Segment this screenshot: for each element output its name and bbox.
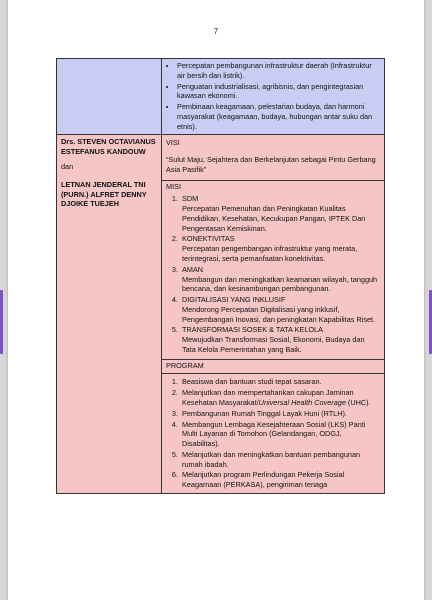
section-divider: [162, 373, 384, 374]
misi-item-title: 5. TRANSFORMASI SOSEK & TATA KELOLA: [182, 325, 323, 335]
list-item: [180, 194, 380, 233]
program-item-text: Melanjutkan dan mempertahankan cakupan Jaminan Kesehatan Masyarakat/: [182, 388, 354, 407]
misi-item-desc: Percepatan pengembangan infrastruktur yang merata, terintegrasi, serta pemanfaatan konektivitas.: [182, 244, 358, 264]
program-item-italic: Universal Health Coverage: [258, 397, 346, 407]
list-item: 4. Membangun Lembaga Kesejahteraan Sosial (LKS) Panti Multi Layanan di Tomohon (Gelandangan, ODGJ, Disabilitas).: [180, 420, 380, 449]
list-item: [180, 325, 380, 354]
candidate-vice-governor-name: LETNAN JENDERAL TNI (PURN.) ALFRET DENNY DJOIKE TUEJEH: [61, 180, 147, 209]
page-number: 7: [213, 27, 219, 36]
conjunction-text: dan: [61, 162, 74, 172]
priority-cell: [162, 59, 385, 135]
table-row: [57, 135, 385, 494]
misi-item-desc: Percepatan Pemenuhan dan Peningkatan Kualitas Pendidikan, Kesehatan, Kecukupan Pangan, IPTEK Dan Pengentasan Kemiskinan.: [182, 204, 366, 233]
list-item: 3. Pembangunan Rumah Tinggal Layak Huni (RTLH).: [180, 409, 380, 419]
empty-left-cell: [57, 59, 162, 135]
list-item: 1. Beasiswa dan bantuan studi tepat sasaran.: [180, 377, 380, 387]
list-item: [180, 234, 380, 263]
misi-item-title: 4. DIGITALISASI YANG INKLUSIF: [182, 295, 286, 305]
list-item: [180, 295, 380, 324]
list-item: 5. Melanjutkan dan meningkatkan bantuan pembangunan rumah ibadah.: [180, 450, 380, 470]
list-item: [180, 265, 380, 294]
visi-text: “Sulut Maju, Sejahtera dan Berkelanjutan sebagai Pintu Gerbang Asia Pasifik”: [166, 155, 376, 174]
candidate-table: [56, 58, 385, 494]
candidate-names-cell: [57, 135, 162, 494]
list-item: • Pembinaan keagamaan, pelestarian budaya, dan harmoni masyarakat (keagamaan, budaya, hubungan antar suku dan etnis).: [177, 102, 380, 131]
program-list: [166, 377, 380, 489]
list-item: • Percepatan pembangunan infrastruktur daerah (Infrastruktur air bersih dan listrik).: [177, 61, 380, 81]
program-item-text-after: (UHC).: [345, 397, 371, 407]
misi-heading: MISI: [166, 181, 181, 191]
misi-item-desc: Mendorong Percepatan Digitalisasi yang inklusif, Pengembangan Inovasi, dan peningkatan Kapabilitas Riset.: [182, 304, 376, 324]
misi-item-desc: Membangun dan meningkatkan keamanan wilayah, tangguh bencana, dan kesinambungan pembangunan.: [182, 274, 378, 294]
misi-item-title: 1. SDM: [182, 194, 199, 204]
program-heading: PROGRAM: [166, 360, 204, 370]
left-scroll-handle[interactable]: [0, 290, 3, 354]
visi-heading: VISI: [166, 138, 180, 148]
misi-item-desc: Mewujudkan Transformasi Sosial, Ekonomi, Budaya dan Tata Kelola Pemerintahan yang Baik.: [182, 335, 365, 354]
priority-list: [166, 61, 380, 131]
vision-mission-cell: [162, 135, 385, 494]
document-page: [8, 0, 424, 600]
table-row: [57, 59, 385, 135]
list-item: 6. Melanjutkan program Perlindungan Pekerja Sosial Keagamaan (PERKASA), pengiriman tenaga: [180, 470, 380, 490]
list-item: • Penguatan industrialisasi, agribisnis, dan pengintegrasian kawasan ekonomi.: [177, 82, 380, 102]
list-item: [180, 388, 380, 408]
candidate-governor-name: Drs. STEVEN OCTAVIANUS ESTEFANUS KANDOUW: [61, 137, 156, 156]
misi-item-title: 3. AMAN: [182, 264, 204, 274]
misi-item-title: 2. KONEKTIVITAS: [182, 234, 235, 244]
misi-list: [166, 194, 380, 354]
